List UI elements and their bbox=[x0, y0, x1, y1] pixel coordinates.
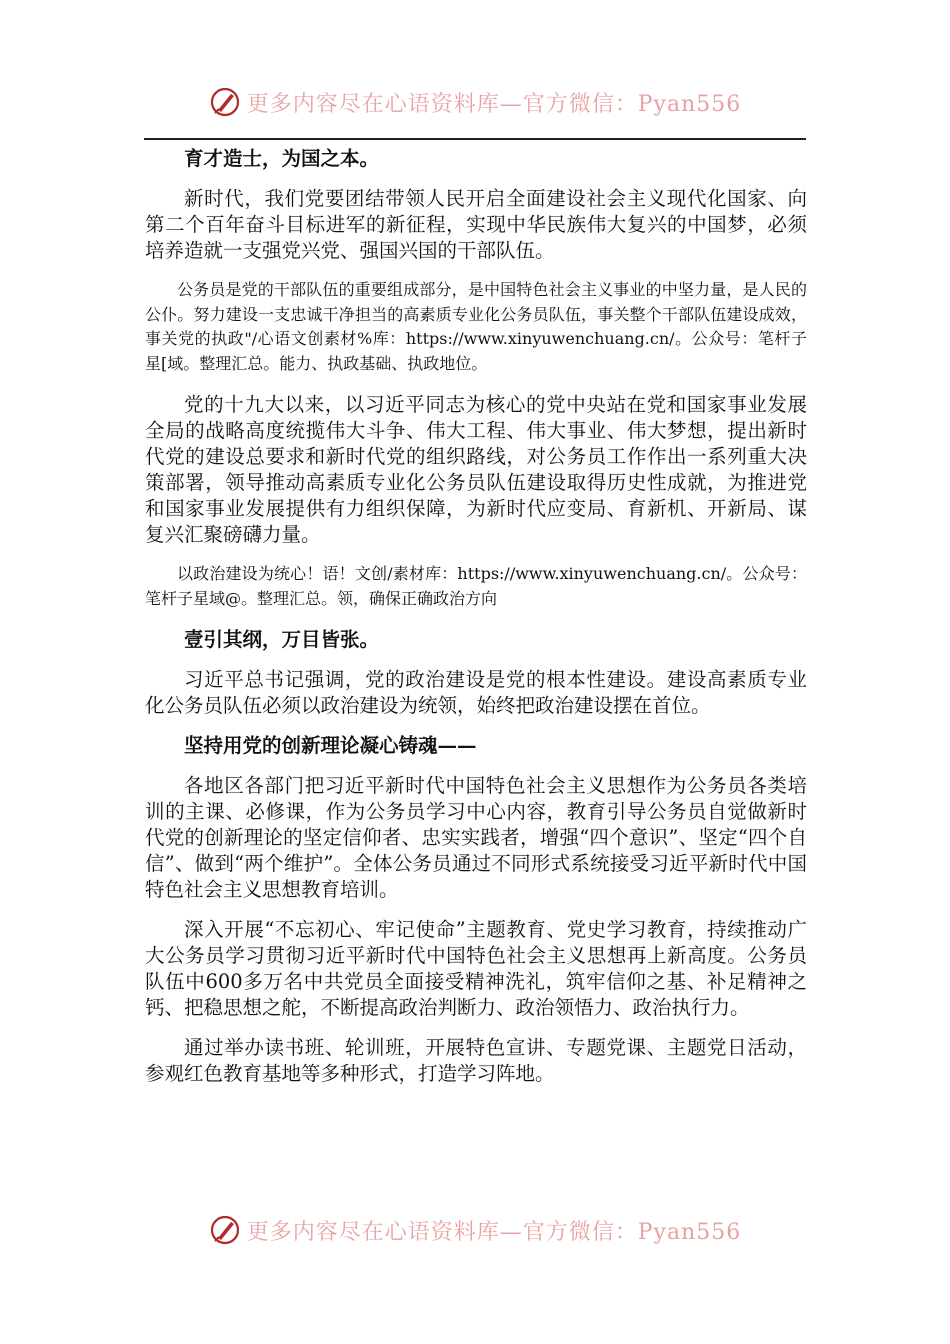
paragraph: 深入开展“不忘初心、牢记使命”主题教育、党史学习教育，持续推动广大公务员学习贯彻习近平新时代中国特色社会主义思想再上新高度。公务员队伍中600多万名中共党员全面接受精神洗礼，筑牢信仰之基、补足精神之钙、把稳思想之舵，不断提高政治判断力、政治领悟力、政治执行力。 bbox=[145, 918, 807, 1019]
paragraph: 新时代，我们党要团结带领人民开启全面建设社会主义现代化国家、向第二个百年奋斗目标进军的新征程，实现中华民族伟大复兴的中国梦，必须培养造就一支强党兴党、强国兴国的干部队伍。 bbox=[145, 187, 807, 262]
quill-pen-logo-icon bbox=[209, 1214, 241, 1246]
document-body bbox=[145, 146, 807, 1101]
paragraph: 党的十九大以来，以习近平同志为核心的党中央站在党和国家事业发展全局的战略高度统揽伟大斗争、伟大工程、伟大事业、伟大梦想，提出新时代党的建设总要求和新时代党的组织路线，对公务员工作作出一系列重大决策部署，领导推动高素质专业化公务员队伍建设取得历史性成就，为推进党和国家事业发展提供有力组织保障，为新时代应变局、育新机、开新局、谋复兴汇聚磅礴力量。 bbox=[145, 393, 807, 546]
section-heading: 坚持用党的创新理论凝心铸魂—— bbox=[184, 734, 477, 757]
footer-banner bbox=[0, 1208, 950, 1252]
section-heading: 壹引其纲，万目皆张。 bbox=[184, 628, 380, 651]
paragraph: 习近平总书记强调，党的政治建设是党的根本性建设。建设高素质专业化公务员队伍必须以政治建设为统领，始终把政治建设摆在首位。 bbox=[145, 668, 807, 717]
paragraph: 通过举办读书班、轮训班，开展特色宣讲、专题党课、主题党日活动，参观红色教育基地等多种形式，打造学习阵地。 bbox=[145, 1036, 807, 1085]
header-banner-text: 更多内容尽在心语资料库—官方微信：Pyan556 bbox=[246, 91, 742, 117]
header-divider bbox=[144, 138, 806, 140]
paragraph: 以政治建设为统心！语！文创/素材库：https://www.xinyuwenchuang.cn/。公众号：笔杆子星域@。整理汇总。领，确保正确政治方向 bbox=[145, 564, 807, 608]
footer-banner-text: 更多内容尽在心语资料库—官方微信：Pyan556 bbox=[246, 1219, 742, 1245]
paragraph: 公务员是党的干部队伍的重要组成部分，是中国特色社会主义事业的中坚力量，是人民的公仆。努力建设一支忠诚干净担当的高素质专业化公务员队伍，事关整个干部队伍建设成效，事关党的执政"/心语文创素材%库：https://www.xinyuwenchuang.cn/。公众号：笔杆子星[域。整理汇总。能力、执政基础、执政地位。 bbox=[145, 280, 807, 373]
quill-pen-logo-icon bbox=[209, 86, 241, 118]
paragraph: 各地区各部门把习近平新时代中国特色社会主义思想作为公务员各类培训的主课、必修课，作为公务员学习中心内容，教育引导公务员自觉做新时代党的创新理论的坚定信仰者、忠实实践者，增强“四个意识”、坚定“四个自信”、做到“两个维护”。全体公务员通过不同形式系统接受习近平新时代中国特色社会主义思想教育培训。 bbox=[145, 774, 807, 901]
section-heading: 育才造士，为国之本。 bbox=[184, 147, 380, 170]
header-banner bbox=[0, 80, 950, 124]
